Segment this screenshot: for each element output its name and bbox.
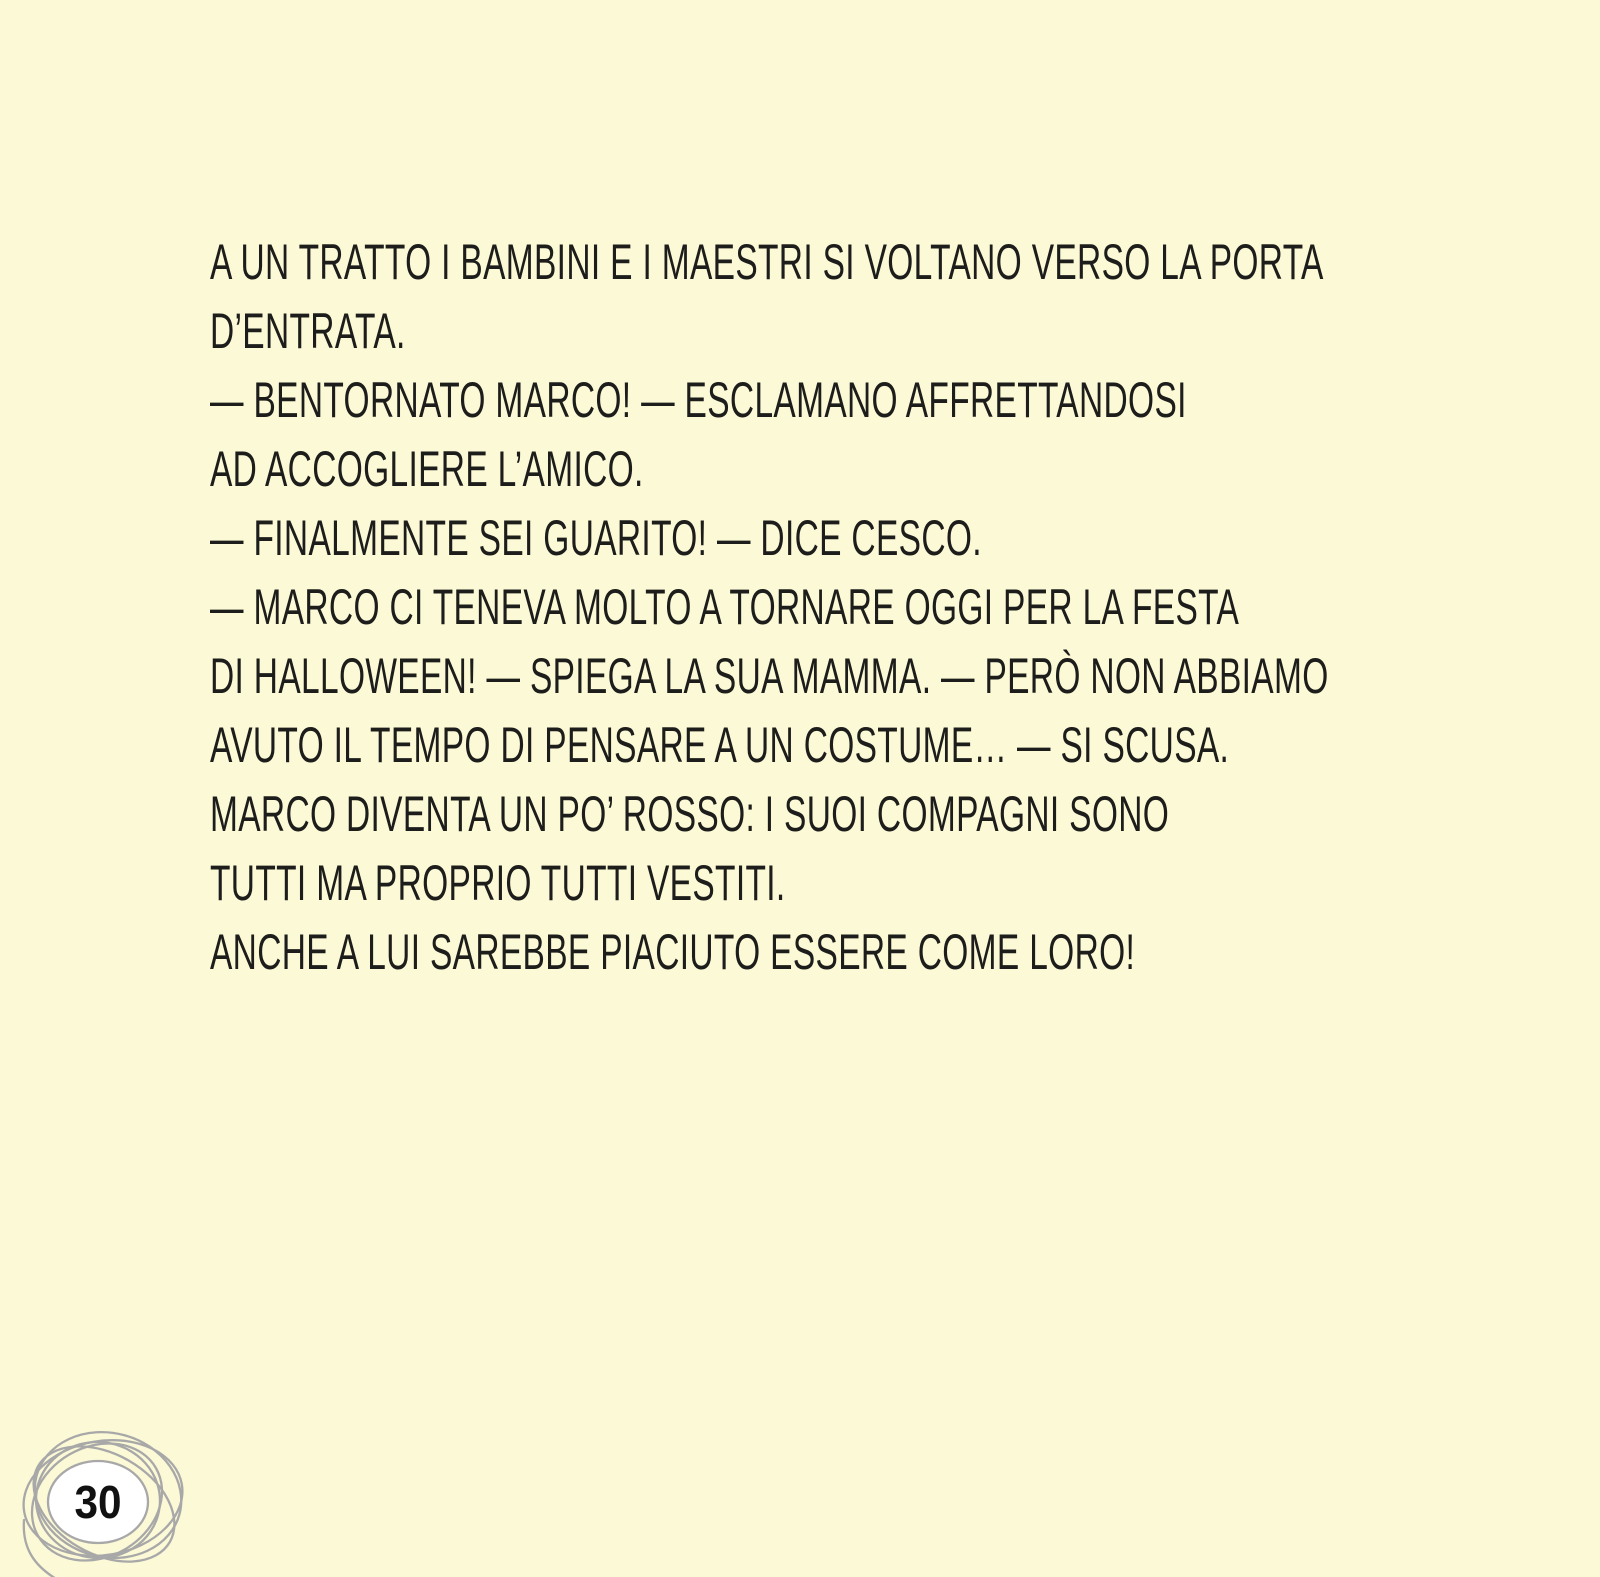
story-line: MARCO DIVENTA UN PO’ ROSSO: I SUOI COMPAGNI SONO: [210, 786, 1170, 842]
story-line: AVUTO IL TEMPO DI PENSARE A UN COSTUME… — SI SCUSA.: [210, 717, 1230, 773]
page-number-ornament: [0, 1420, 210, 1577]
story-line: AD ACCOGLIERE L’AMICO.: [210, 441, 644, 497]
story-line: DI HALLOWEEN! — SPIEGA LA SUA MAMMA. — PERÒ NON ABBIAMO: [210, 648, 1329, 704]
story-line: ANCHE A LUI SAREBBE PIACIUTO ESSERE COME LORO!: [210, 924, 1136, 980]
story-text-block: [210, 228, 1389, 987]
story-line: D’ENTRATA.: [210, 303, 406, 359]
story-line: A UN TRATTO I BAMBINI E I MAESTRI SI VOLTANO VERSO LA PORTA: [210, 234, 1324, 290]
page-number: 30: [74, 1476, 122, 1528]
story-line: — FINALMENTE SEI GUARITO! — DICE CESCO.: [210, 510, 982, 566]
story-line: — BENTORNATO MARCO! — ESCLAMANO AFFRETTANDOSI: [210, 372, 1187, 428]
story-line: — MARCO CI TENEVA MOLTO A TORNARE OGGI PER LA FESTA: [210, 579, 1240, 635]
story-line: TUTTI MA PROPRIO TUTTI VESTITI.: [210, 855, 786, 911]
